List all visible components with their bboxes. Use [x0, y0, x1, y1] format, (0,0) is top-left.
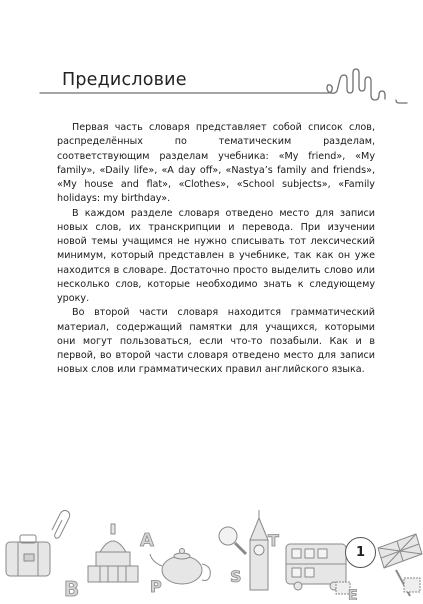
paragraph: Первая часть словаря представляет собой список слов, распределённых по тематическим разделам, соответствующим разделам учебника: «My friend», «My family», «Daily life», «A day off», «Nastya’s family and friends», «My house and flat», «Clothes», «School subjects», «Family holidays: my birthday». [57, 122, 375, 205]
header-scribble-line [0, 0, 423, 110]
letter-t: T [268, 531, 279, 550]
capitol-icon [88, 524, 138, 582]
footer-illustration [0, 500, 423, 600]
page-title: Предисловие [62, 70, 187, 90]
paragraph: В каждом разделе словаря отведено место для записи новых слов, их транскрипции и перевода. При изучении новой темы учащимся не нужно списывать тот лексический минимум, который представлен в учебнике, так как он уже находится в словаре. Достаточно просто выделить слово или несколько слов, которые необходимо знать к следующему уроку. [57, 207, 375, 304]
paperclip-icon [52, 510, 70, 538]
letter-a: A [140, 530, 154, 551]
magnifier-icon [219, 527, 246, 554]
letter-p: P [150, 577, 162, 596]
paragraph: Во второй части словаря находится грамматический материал, содержащий памятки для учащихся, которыми они могут пользоваться, если что-то позабыли. Как и в первой, во второй части словаря отведено место для записи новых слов или грамматических правил английского языка. [57, 307, 375, 376]
suitcase-icon [6, 535, 50, 576]
letter-s: S [230, 567, 242, 586]
preface-body [57, 121, 375, 378]
page-number: 1 [345, 537, 376, 568]
letter-b: B [64, 577, 80, 600]
big-ben-icon [250, 510, 268, 590]
page-header [0, 0, 423, 110]
letter-e: E [348, 588, 358, 600]
